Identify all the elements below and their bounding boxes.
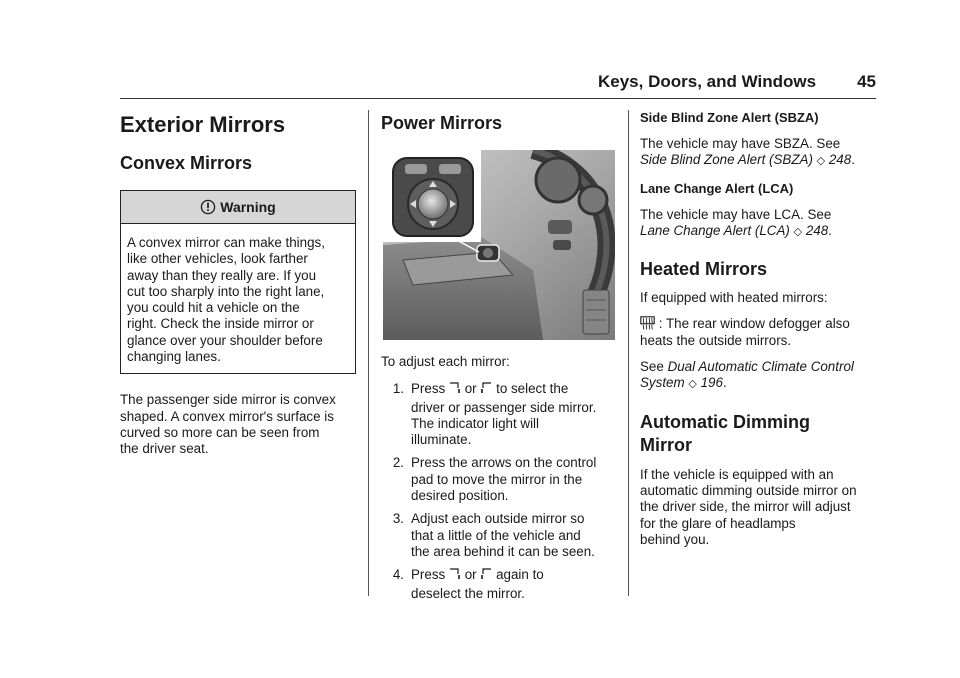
step-number: 2. [392,455,404,471]
step-line: Press the arrows on the control [411,455,597,471]
step-text: Press [411,381,446,397]
subheading-lca: Lane Change Alert (LCA) [640,180,794,196]
warning-icon [200,199,216,215]
climate-line-1[interactable] [640,359,876,375]
lca-text: The vehicle may have LCA. See [640,206,832,222]
column-2 [381,108,617,602]
heading-power-mirrors: Power Mirrors [381,113,503,133]
column-1 [120,108,356,458]
climate-ref-page[interactable]: 196 [700,375,723,391]
door-panel-illustration [383,150,615,340]
section-title: Keys, Doors, and Windows [598,72,817,91]
warning-line: right. Check the inside mirror or [127,316,314,332]
driver-mirror-select-icon [449,567,461,580]
body-line: curved so more can be seen from [120,424,320,440]
climate-paragraph [640,359,876,393]
defog-line-2: heats the outside mirrors. [640,332,792,348]
step-item [381,455,617,504]
page-ref-icon: ◇ [688,378,697,391]
defog-colon: : [658,316,663,332]
step-line: the area behind it can be seen. [411,543,595,559]
sbza-paragraph [640,136,876,170]
step-line [411,567,544,583]
rear-defogger-icon [640,316,655,330]
page-ref-icon: ◇ [793,225,803,238]
sbza-ref-title[interactable]: Side Blind Zone Alert (SBZA) [640,152,813,168]
auto-line: If the vehicle is equipped with an [640,466,834,482]
header-rule [120,98,876,99]
auto-dimming-paragraph [640,467,876,548]
step-line: desired position. [411,488,509,504]
column-divider-2 [628,110,629,596]
step-line: The indicator light will [411,415,540,431]
auto-line: behind you. [640,531,710,547]
mirror-control-photo [383,150,615,340]
column-3 [640,108,876,548]
column-divider-1 [368,110,369,596]
step-item [381,567,617,602]
passenger-mirror-select-icon [480,567,492,580]
warning-line: away than they really are. If you [127,267,317,283]
step-item [381,511,617,560]
step-text: or [464,381,477,397]
steps-list [381,381,617,602]
climate-ref-title[interactable]: Dual Automatic Climate Control [667,359,854,375]
climate-ref-title-2[interactable]: System [640,375,685,391]
sbza-text: The vehicle may have SBZA. See [640,136,841,151]
step-text: or [464,567,477,583]
warning-line: glance over your shoulder before [127,332,323,348]
heading-line: Mirror [640,434,693,455]
warning-line: like other vehicles, look farther [127,251,308,267]
step-text: again to [496,567,544,583]
warning-line: cut too sharply into the right lane, [127,283,325,299]
warning-box [120,190,356,374]
step-line: Adjust each outside mirror so [411,511,585,527]
warning-line: A convex mirror can make things, [127,235,325,250]
step-line: illuminate. [411,432,472,448]
step-number: 1. [392,381,404,397]
lca-paragraph [640,207,876,241]
step-line: deselect the mirror. [411,585,525,601]
body-line: shaped. A convex mirror's surface is [120,408,334,424]
defog-paragraph [640,316,876,349]
sbza-ref-page[interactable]: 248 [828,152,852,168]
convex-body [120,392,356,457]
body-line: The passenger side mirror is convex [120,392,336,408]
climate-line-2[interactable]: System ◇ 196. [640,375,727,391]
warning-title: Warning [220,199,276,215]
warning-line: you could hit a vehicle on the [127,300,300,316]
lca-ref-page[interactable]: 248 [805,222,829,238]
step-number: 4. [392,567,404,583]
step-text: to select the [496,381,569,397]
subheading-sbza: Side Blind Zone Alert (SBZA) [640,110,819,125]
auto-line: automatic dimming outside mirror on [640,482,857,498]
see-text: See [640,359,664,375]
warning-line: changing lanes. [127,349,221,365]
heading-exterior-mirrors: Exterior Mirrors [120,112,286,137]
warning-body [121,224,355,373]
step-line: driver or passenger side mirror. [411,399,597,415]
auto-line: the driver side, the mirror will adjust [640,499,851,515]
passenger-mirror-select-icon [480,381,492,394]
step-line: pad to move the mirror in the [411,471,583,487]
lca-ref-title[interactable]: Lane Change Alert (LCA) [640,222,790,238]
step-text: Press [411,567,446,583]
body-line: the driver seat. [120,441,209,457]
heated-intro: If equipped with heated mirrors: [640,290,828,306]
heading-heated-mirrors: Heated Mirrors [640,259,768,280]
steps-intro: To adjust each mirror: [381,354,510,369]
auto-line: for the glare of headlamps [640,515,796,531]
step-line [411,381,596,397]
heading-line: Automatic Dimming [640,411,811,432]
heading-convex-mirrors: Convex Mirrors [120,153,253,173]
page-header [598,72,876,96]
warning-header [121,191,355,224]
step-line: that a little of the vehicle and [411,527,581,543]
driver-mirror-select-icon [449,381,461,394]
lca-reference[interactable]: Lane Change Alert (LCA) ◇ 248. [640,222,832,238]
sbza-reference[interactable]: Side Blind Zone Alert (SBZA) ◇ 248. [640,152,855,168]
defog-line [640,316,876,332]
defog-text: The rear window defogger also [665,316,850,332]
step-number: 3. [392,511,404,527]
heading-automatic-dimming [640,411,876,457]
page-number: 45 [857,72,876,91]
page-ref-icon: ◇ [816,155,826,168]
step-item [381,381,617,448]
